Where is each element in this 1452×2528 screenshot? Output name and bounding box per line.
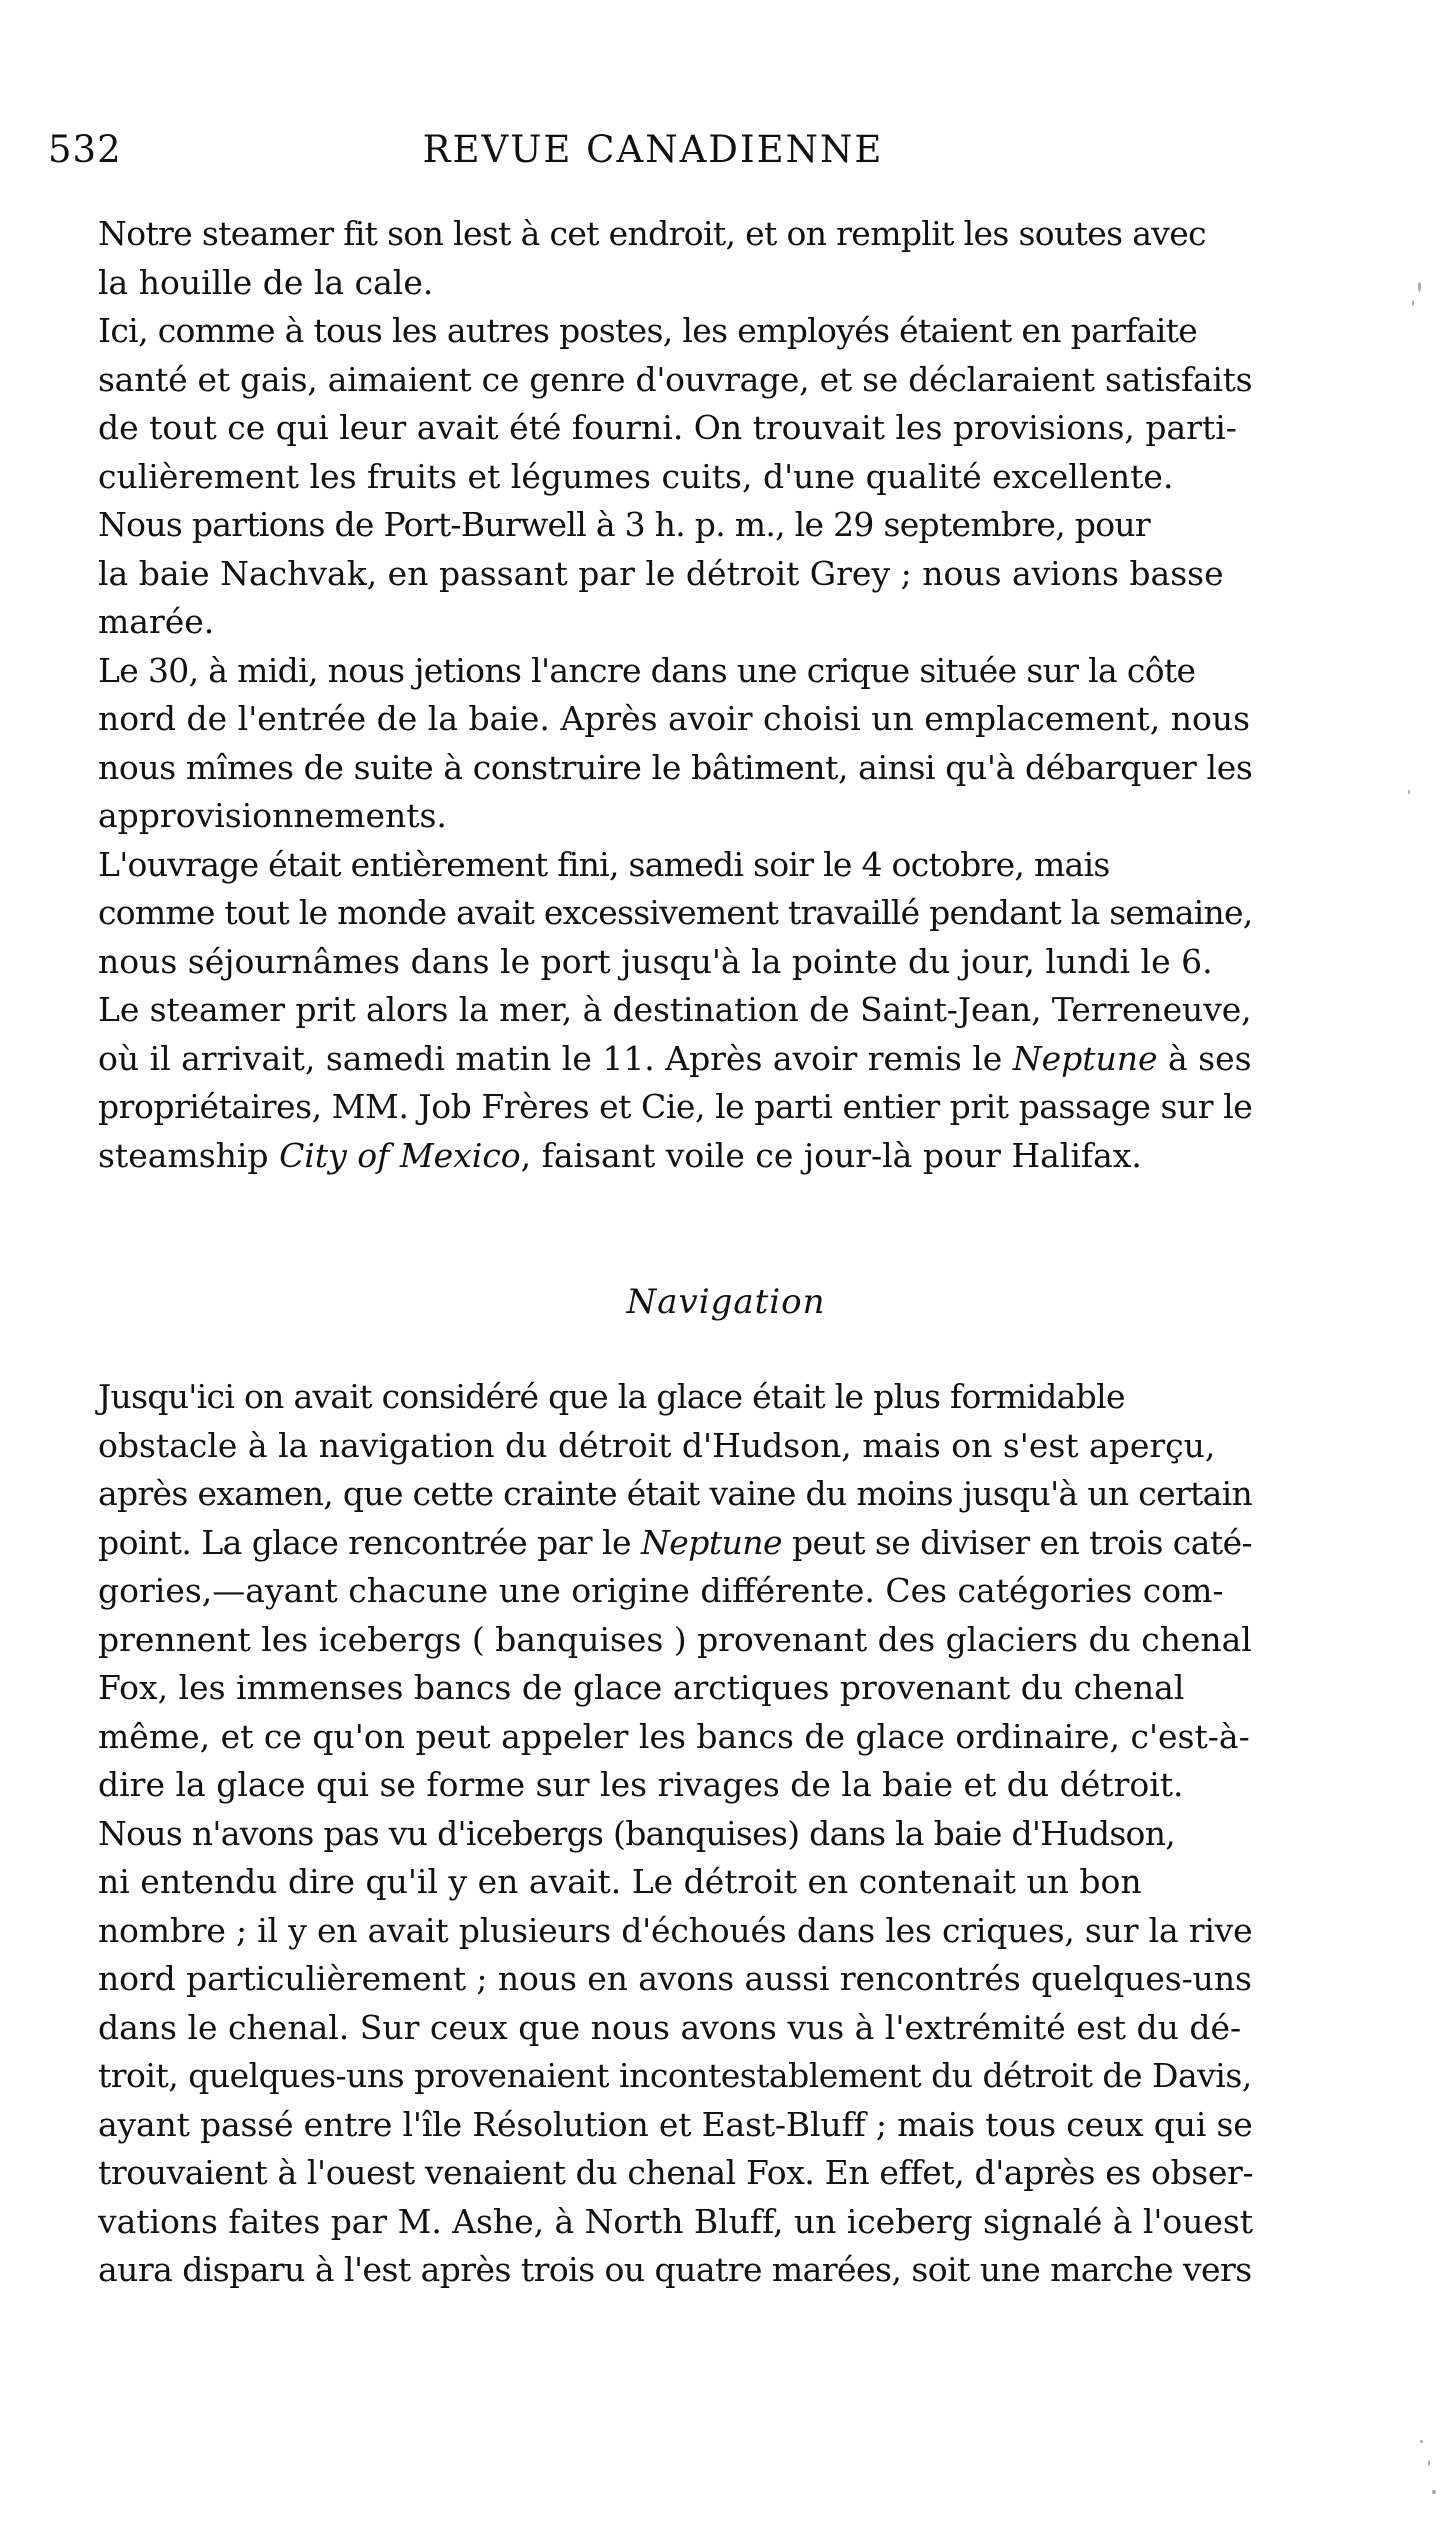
- text-line: [52, 1132, 1252, 1181]
- text-line: nous séjournâmes dans le port jusqu'à la pointe du jour, lundi le 6.: [98, 941, 1213, 981]
- text-line: Nous n'avons pas vu d'icebergs (banquises) dans la baie d'Hudson,: [98, 1813, 1176, 1853]
- paragraph: [52, 841, 1252, 1181]
- body-text-bottom: [52, 1373, 1252, 2295]
- scan-speck: [1418, 282, 1421, 292]
- text-line: troit, quelques-uns provenaient incontestablement du détroit de Davis,: [98, 2056, 1252, 2095]
- text-line: vations faites par M. Ashe, à North Bluff, un iceberg signalé à l'ouest: [98, 2201, 1254, 2241]
- text-line: comme tout le monde avait excessivement travaillé pendant la semaine,: [98, 893, 1253, 932]
- text-line: propriétaires, MM. Job Frères et Cie, le parti entier prit passage sur le: [98, 1087, 1253, 1126]
- paragraph: [52, 210, 1252, 307]
- text-line: L'ouvrage était entièrement fini, samedi soir le 4 octobre, mais: [98, 844, 1110, 884]
- text-line: dans le chenal. Sur ceux que nous avons vus à l'extrémité est du dé-: [98, 2007, 1242, 2047]
- page-header: [48, 128, 1258, 178]
- text-segment: , faisant voile ce jour-là pour Halifax.: [520, 1135, 1142, 1175]
- text-line: culièrement les fruits et légumes cuits, d'une qualité excellente.: [98, 456, 1174, 496]
- text-segment: peut se diviser en trois caté-: [782, 1522, 1253, 1562]
- ship-name: Neptune: [1012, 1038, 1158, 1078]
- text-line: la houille de la cale.: [98, 262, 434, 302]
- text-segment: point. La glace rencontrée par le: [98, 1522, 641, 1562]
- text-line: même, et ce qu'on peut appeler les bancs de glace ordinaire, c'est-à-: [98, 1716, 1250, 1756]
- text-line: Le steamer prit alors la mer, à destination de Saint-Jean, Terreneuve,: [98, 990, 1252, 1029]
- paragraph: [52, 307, 1252, 501]
- scan-speck: [1408, 790, 1410, 794]
- paragraph: [52, 1810, 1252, 2295]
- text-line: nord de l'entrée de la baie. Après avoir choisi un emplacement, nous: [98, 699, 1251, 738]
- text-line: aura disparu à l'est après trois ou quatre marées, soit une marche vers: [98, 2250, 1252, 2289]
- text-line: Ici, comme à tous les autres postes, les employés étaient en parfaite: [98, 311, 1198, 350]
- text-line: [52, 1519, 1252, 1568]
- text-line: ni entendu dire qu'il y en avait. Le détroit en contenait un bon: [98, 1862, 1142, 1901]
- scan-speck: [1420, 2440, 1423, 2443]
- text-line: trouvaient à l'ouest venaient du chenal Fox. En effet, d'après es obser-: [98, 2153, 1254, 2192]
- text-line: Le 30, à midi, nous jetions l'ancre dans une crique située sur la côte: [98, 650, 1196, 690]
- text-line: santé et gais, aimaient ce genre d'ouvrage, et se déclaraient satisfaits: [98, 359, 1253, 399]
- ship-name: City of Mexico: [279, 1135, 521, 1175]
- text-line: Fox, les immenses bancs de glace arctiques provenant du chenal: [98, 1668, 1185, 1707]
- text-segment: steamship: [98, 1135, 280, 1175]
- text-line: approvisionnements.: [98, 796, 447, 835]
- paragraph: [52, 1373, 1252, 1810]
- body-text-top: [52, 210, 1252, 1180]
- page-number: 532: [48, 128, 122, 171]
- section-heading: Navigation: [626, 1282, 826, 1322]
- ship-name: Neptune: [640, 1522, 782, 1562]
- text-line: de tout ce qui leur avait été fourni. On trouvait les provisions, parti-: [98, 408, 1237, 447]
- text-line: prennent les icebergs ( banquises ) provenant des glaciers du chenal: [98, 1619, 1252, 1659]
- text-line: après examen, que cette crainte était vaine du moins jusqu'à un certain: [98, 1474, 1253, 1513]
- text-segment: où il arrivait, samedi matin le 11. Après avoir remis le: [98, 1038, 1013, 1078]
- text-line: Jusqu'ici on avait considéré que la glace était le plus formidable: [98, 1377, 1125, 1416]
- scan-speck: [1412, 300, 1414, 306]
- paragraph: [52, 501, 1252, 647]
- text-line: gories,—ayant chacune une origine différente. Ces catégories com-: [98, 1571, 1224, 1610]
- text-line: marée.: [98, 602, 215, 641]
- text-line: ayant passé entre l'île Résolution et East-Bluff ; mais tous ceux qui se: [98, 2104, 1253, 2144]
- text-line: dire la glace qui se forme sur les rivages de la baie et du détroit.: [98, 1765, 1184, 1804]
- text-line: obstacle à la navigation du détroit d'Hudson, mais on s'est aperçu,: [98, 1425, 1216, 1465]
- scan-speck: [1428, 2460, 1430, 2466]
- text-line: Notre steamer fit son lest à cet endroit, et on remplit les soutes avec: [98, 214, 1206, 253]
- text-line: nord particulièrement ; nous en avons aussi rencontrés quelques-uns: [98, 1959, 1252, 1998]
- text-line: nous mîmes de suite à construire le bâtiment, ainsi qu'à débarquer les: [98, 747, 1253, 787]
- text-line: [52, 1035, 1252, 1084]
- text-line: nombre ; il y en avait plusieurs d'échoués dans les criques, sur la rive: [98, 1910, 1253, 1950]
- running-title: REVUE CANADIENNE: [422, 128, 884, 171]
- scan-speck: [1432, 2490, 1436, 2494]
- text-segment: à ses: [1157, 1038, 1252, 1078]
- text-line: la baie Nachvak, en passant par le détroit Grey ; nous avions basse: [98, 553, 1224, 593]
- text-line: Nous partions de Port-Burwell à 3 h. p. m., le 29 septembre, pour: [98, 505, 1150, 544]
- paragraph: [52, 647, 1252, 841]
